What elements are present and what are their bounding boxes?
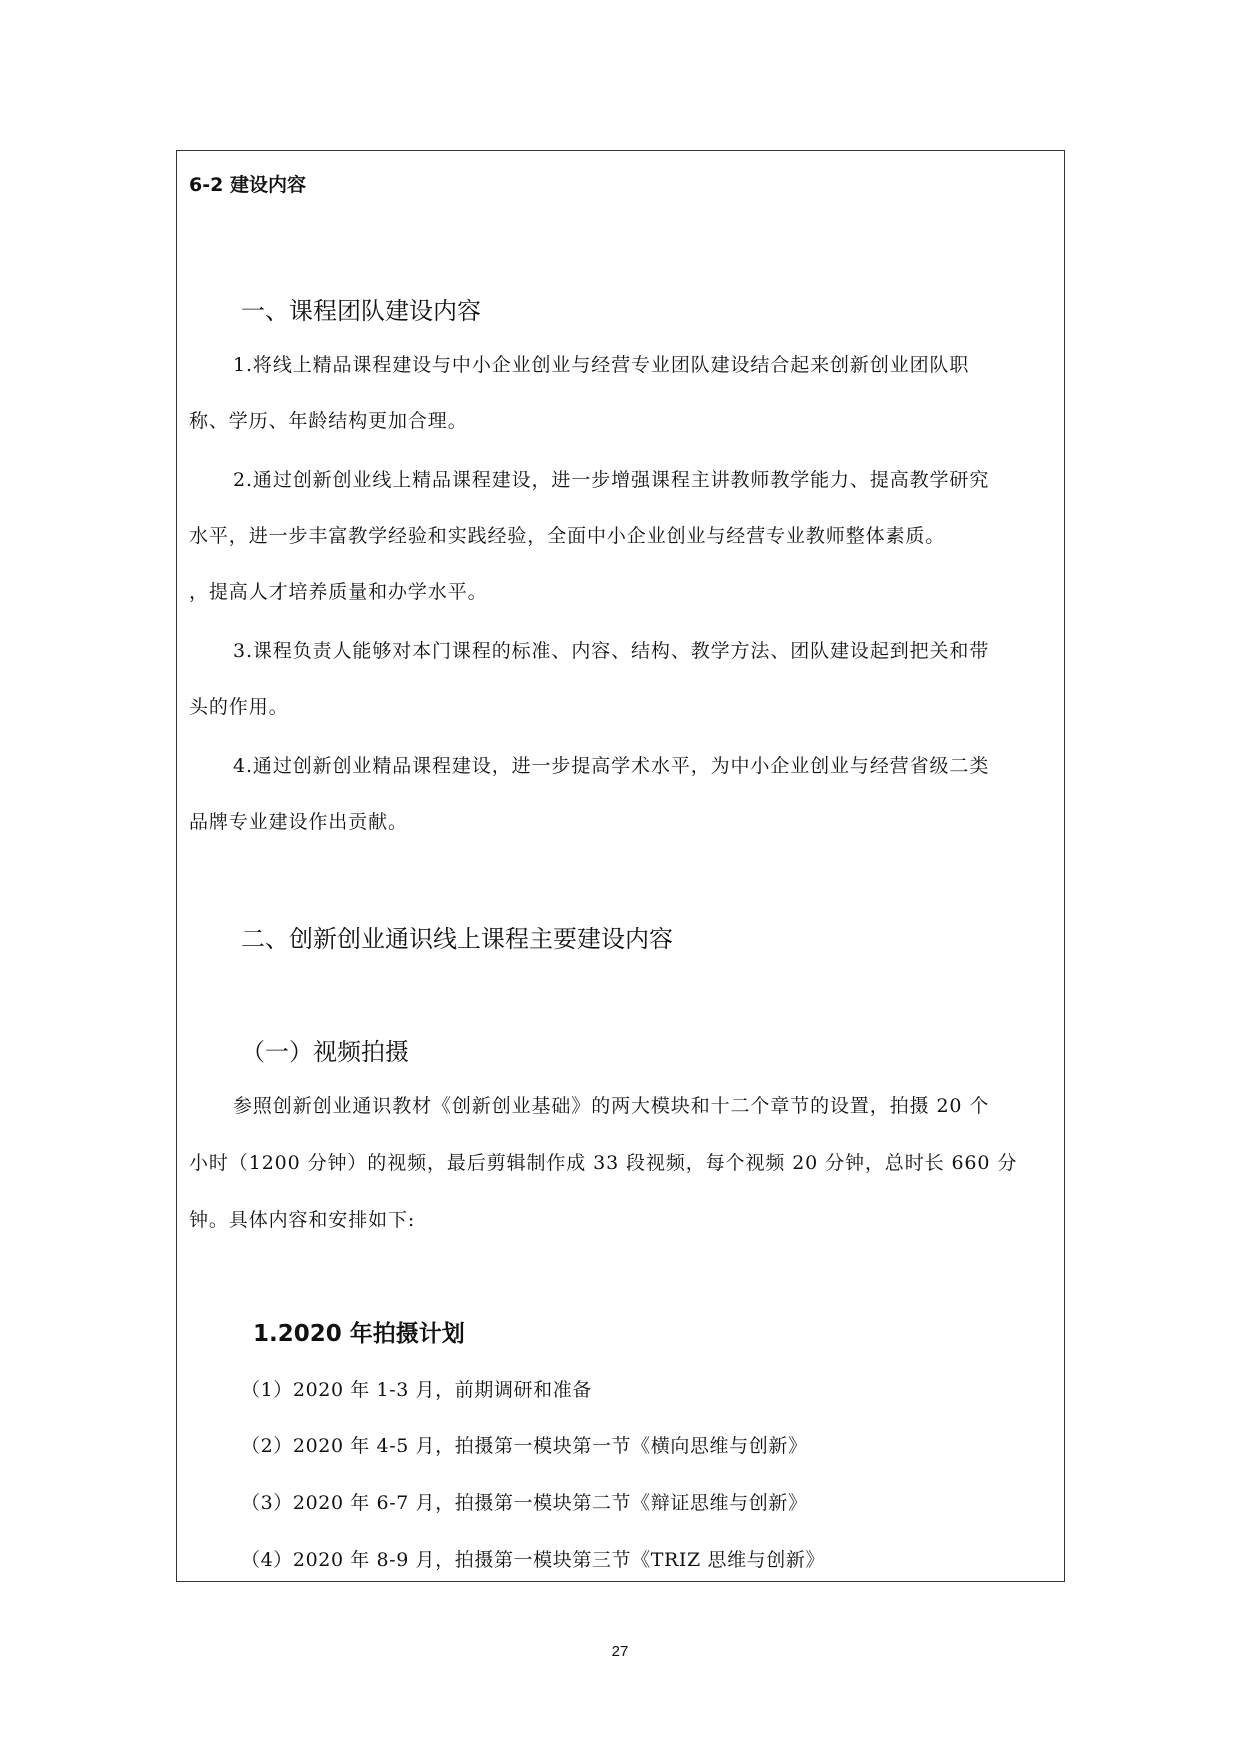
paragraph-line: 2.通过创新创业线上精品课程建设，进一步增强课程主讲教师教学能力、提高教学研究 bbox=[233, 469, 990, 491]
paragraph-line: 称、学历、年龄结构更加合理。 bbox=[189, 410, 468, 432]
plan-heading: 1.2020 年拍摄计划 bbox=[253, 1321, 465, 1347]
paragraph-line: 3.课程负责人能够对本门课程的标准、内容、结构、教学方法、团队建设起到把关和带 bbox=[233, 640, 990, 662]
plan-item: （2）2020 年 4-5 月，拍摄第一模块第一节《横向思维与创新》 bbox=[241, 1435, 808, 1457]
section2-heading: 二、创新创业通识线上课程主要建设内容 bbox=[241, 925, 673, 953]
paragraph-line: 参照创新创业通识教材《创新创业基础》的两大模块和十二个章节的设置，拍摄 20 个 bbox=[233, 1095, 990, 1117]
paragraph-line: 头的作用。 bbox=[189, 696, 289, 718]
paragraph-line: ，提高人才培养质量和办学水平。 bbox=[189, 581, 488, 603]
section1-heading: 一、课程团队建设内容 bbox=[241, 297, 481, 325]
paragraph-line: 4.通过创新创业精品课程建设，进一步提高学术水平，为中小企业创业与经营省级二类 bbox=[233, 755, 990, 777]
paragraph-line: 1.将线上精品课程建设与中小企业创业与经营专业团队建设结合起来创新创业团队职 bbox=[233, 354, 970, 376]
page-number: 27 bbox=[611, 1643, 629, 1660]
section-label: 6-2 建设内容 bbox=[189, 174, 306, 196]
plan-item: （4）2020 年 8-9 月，拍摄第一模块第三节《TRIZ 思维与创新》 bbox=[241, 1549, 826, 1571]
paragraph-line: 品牌专业建设作出贡献。 bbox=[189, 811, 408, 833]
paragraph-line: 水平，进一步丰富教学经验和实践经验，全面中小企业创业与经营专业教师整体素质。 bbox=[189, 525, 946, 547]
plan-item: （1）2020 年 1-3 月，前期调研和准备 bbox=[241, 1379, 592, 1401]
section2-sub-heading: （一）视频拍摄 bbox=[241, 1038, 409, 1066]
plan-item: （3）2020 年 6-7 月，拍摄第一模块第二节《辩证思维与创新》 bbox=[241, 1492, 808, 1514]
paragraph-line: 小时（1200 分钟）的视频，最后剪辑制作成 33 段视频，每个视频 20 分钟，总时长 660 分 bbox=[189, 1152, 1018, 1174]
paragraph-line: 钟。具体内容和安排如下: bbox=[189, 1209, 416, 1231]
